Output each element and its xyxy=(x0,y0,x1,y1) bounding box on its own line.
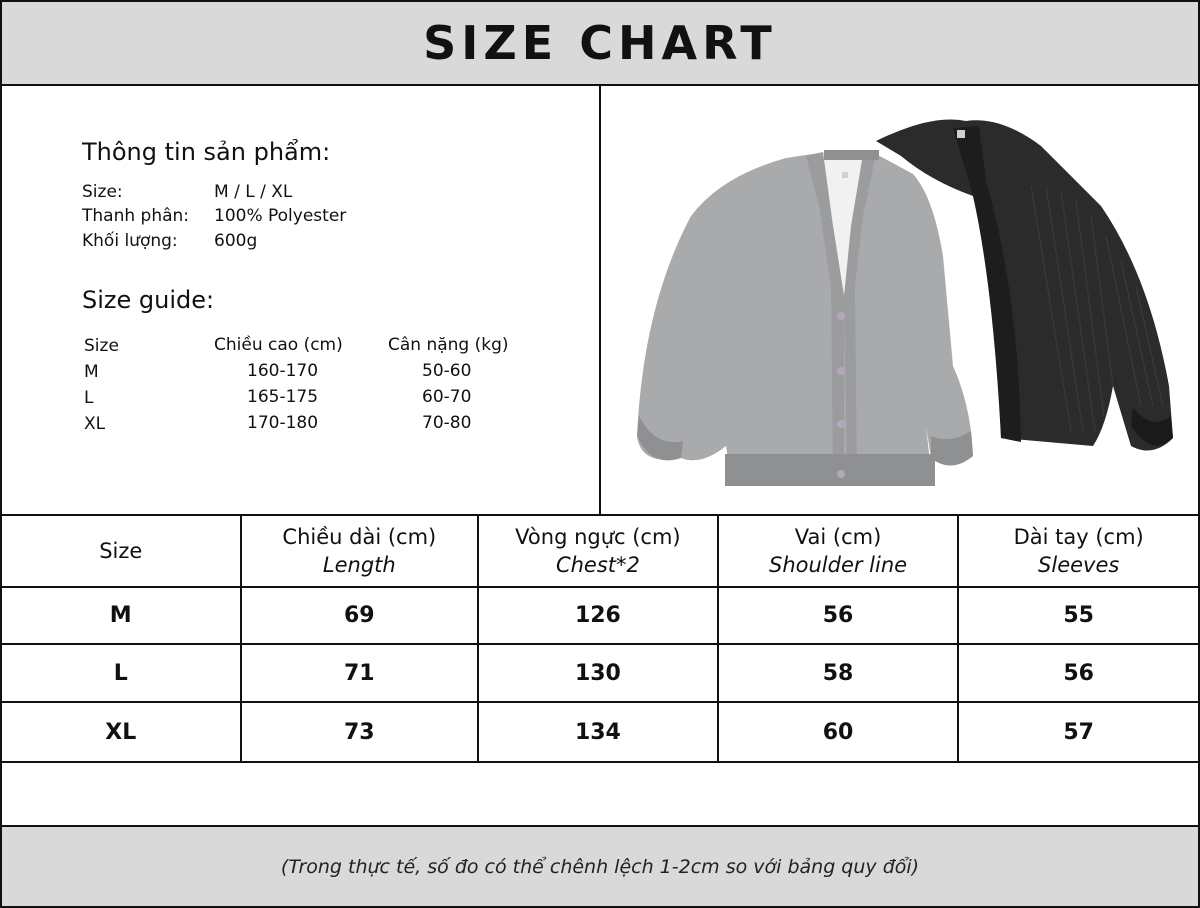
guide-header-size: Size xyxy=(84,336,119,356)
guide-cell-height: 165-175 xyxy=(247,387,319,407)
guide-cell-height: 160-170 xyxy=(247,361,319,381)
spacer-row xyxy=(0,760,1200,826)
gray-cardigan xyxy=(637,150,973,486)
cell-sleeves: 56 xyxy=(958,644,1199,702)
header-banner xyxy=(0,0,1200,86)
product-image-panel xyxy=(601,86,1200,515)
info-value: 100% Polyester xyxy=(214,206,347,226)
cell-size: L xyxy=(1,644,241,702)
cell-size: M xyxy=(1,587,241,644)
header-sub: Sleeves xyxy=(1038,553,1120,577)
table-row xyxy=(1,644,1199,702)
cell-length: 69 xyxy=(241,587,479,644)
cell-chest: 130 xyxy=(478,644,718,702)
info-row-material xyxy=(82,206,346,226)
header-size-main: Size xyxy=(99,538,143,563)
table-row xyxy=(1,587,1199,644)
guide-cell-weight: 70-80 xyxy=(422,413,472,433)
info-row-weight xyxy=(82,231,257,251)
size-measurement-table xyxy=(0,514,1200,763)
info-label: Khối lượng: xyxy=(82,231,178,251)
cell-sleeves: 57 xyxy=(958,702,1199,762)
product-info-panel xyxy=(0,86,601,515)
info-value: M / L / XL xyxy=(214,182,293,202)
header-main: Dài tay (cm) xyxy=(1013,524,1144,549)
table-header-row xyxy=(1,515,1199,587)
footer-note-bar xyxy=(0,825,1200,908)
header-main: Chiều dài (cm) xyxy=(282,524,437,549)
header-main: Vòng ngực (cm) xyxy=(515,524,681,549)
header-size xyxy=(1,515,241,587)
guide-cell-weight: 50-60 xyxy=(422,361,472,381)
guide-cell-size: M xyxy=(84,362,99,382)
cell-shoulder: 58 xyxy=(718,644,959,702)
header-sub: Shoulder line xyxy=(768,553,908,577)
header-sub: Chest*2 xyxy=(555,553,640,577)
info-label: Thanh phân: xyxy=(82,206,190,226)
cell-chest: 134 xyxy=(478,702,718,762)
info-value: 600g xyxy=(214,231,258,251)
page-title: SIZE CHART xyxy=(423,16,777,70)
product-info-title: Thông tin sản phẩm: xyxy=(82,138,331,166)
info-label: Size: xyxy=(82,182,123,202)
cell-length: 71 xyxy=(241,644,479,702)
cell-sleeves: 55 xyxy=(958,587,1199,644)
guide-cell-size: XL xyxy=(84,414,106,434)
guide-cell-size: L xyxy=(84,388,94,408)
guide-cell-weight: 60-70 xyxy=(422,387,472,407)
header-main: Vai (cm) xyxy=(794,524,882,549)
info-row-size xyxy=(82,182,292,202)
cell-shoulder: 60 xyxy=(718,702,959,762)
header-length xyxy=(241,515,479,587)
cardigan-product-image xyxy=(601,86,1198,515)
guide-cell-height: 170-180 xyxy=(247,413,319,433)
cell-length: 73 xyxy=(241,702,479,762)
cell-size: XL xyxy=(1,702,241,762)
cell-chest: 126 xyxy=(478,587,718,644)
footer-note: (Trong thực tế, số đo có thể chênh lệch 1-2cm so với bảng quy đổi) xyxy=(280,855,920,878)
guide-header-weight: Cân nặng (kg) xyxy=(388,335,509,355)
header-sub: Length xyxy=(322,553,396,577)
guide-header-height: Chiều cao (cm) xyxy=(214,335,343,355)
header-shoulder xyxy=(718,515,959,587)
header-chest xyxy=(478,515,718,587)
table-row xyxy=(1,702,1199,762)
size-guide-title: Size guide: xyxy=(82,286,215,314)
header-sleeves xyxy=(958,515,1199,587)
cell-shoulder: 56 xyxy=(718,587,959,644)
